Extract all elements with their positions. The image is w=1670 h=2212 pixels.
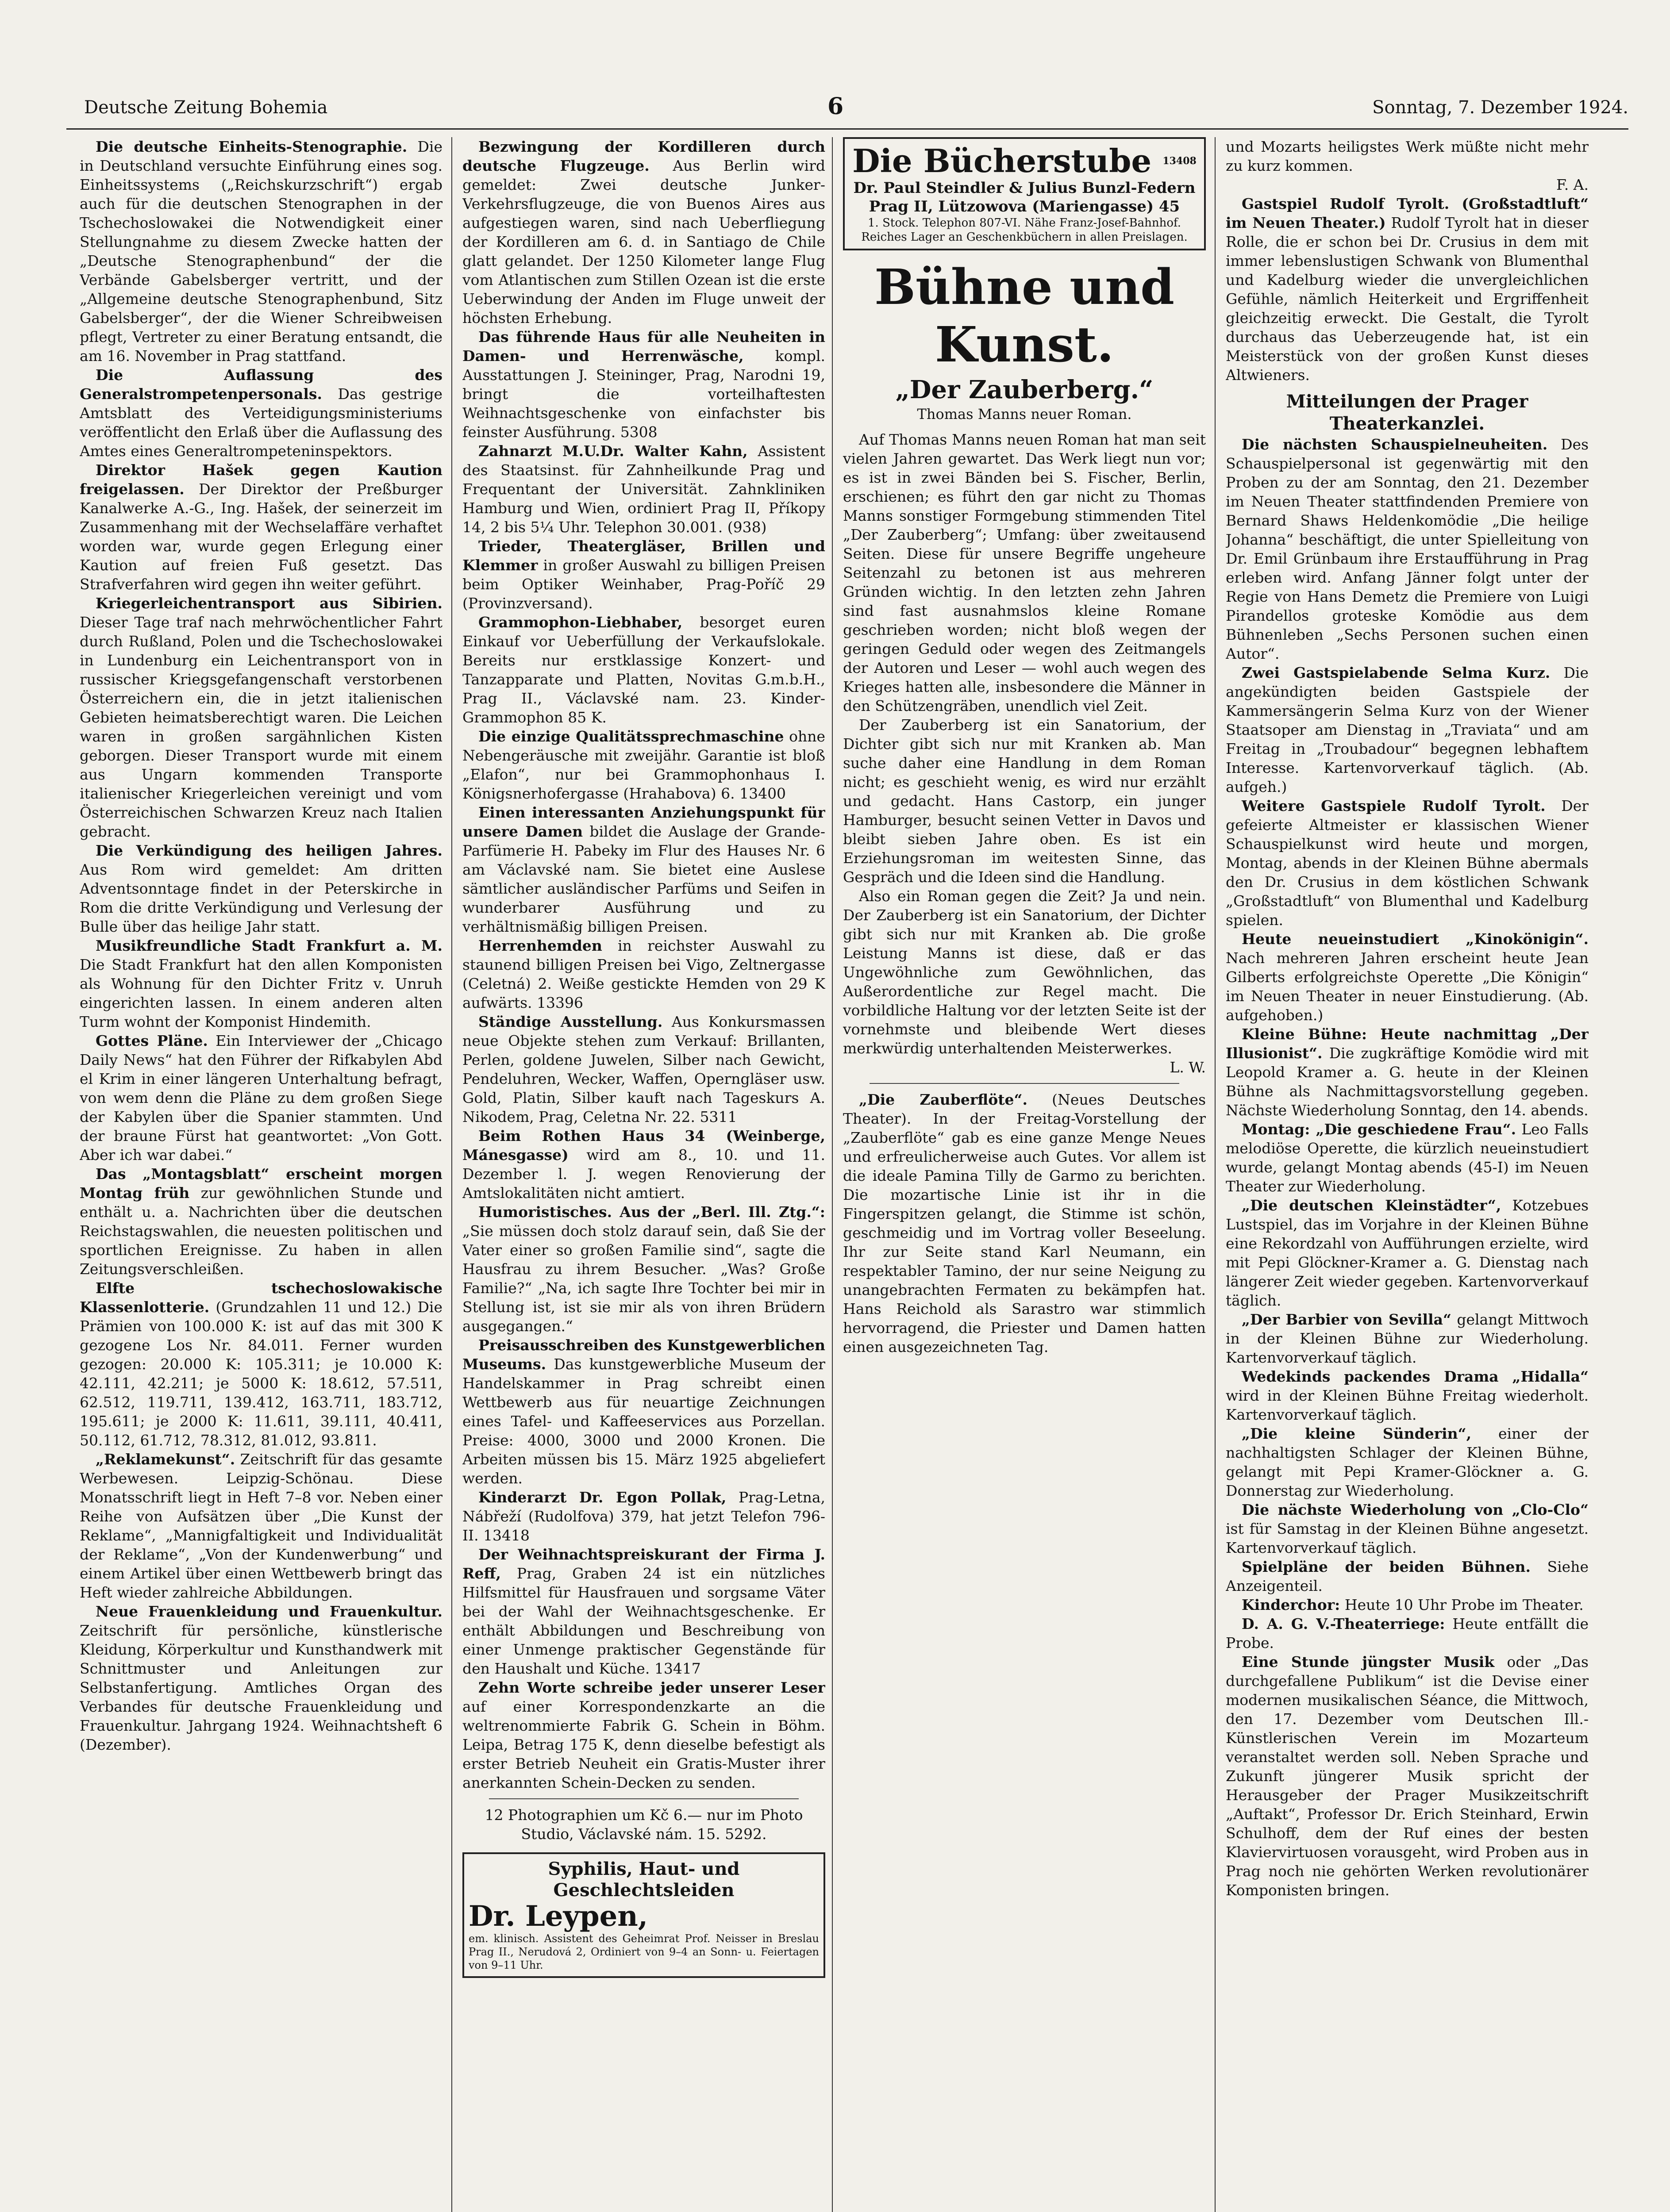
theater-notice: Spielpläne der beiden Bühnen. Siehe Anzeigenteil. — [1226, 1558, 1589, 1594]
news-item: „Reklamekunst“. Zeitschrift für das gesamte Werbewesen. Leipzig-Schönau. Diese Monatsschrift liegt in Heft 7–8 vor. Neben einer Reihe von Aufsätzen über „Die Kunst der Reklame“, „Mannigfaltigkeit und Individualität der Reklame“, „Von der Kundenwerbung“ und einem Artikel über einen Wettbewerb bringt das Heft wieder zahlreiche Abbildungen. — [80, 1451, 443, 1601]
notice-item: Herrenhemden in reichster Auswahl zu staunend billigen Preisen bei Vigo, Zeltnergasse (Celetná) 2. Weiße gestickte Hemden von 29 K aufwärts. 13396 — [462, 937, 825, 1011]
notice-item: Ständige Ausstellung. Aus Konkursmassen neue Objekte stehen zum Verkauf: Brillanten, Perlen, goldene Juwelen, Silber nach Gewicht, Pendeluhren, Wecker, Waffen, Operngläser usw. Gold, Platin, Silber kauft nach Tageskurs A. Nikodem, Prag, Celetna Nr. 22. 5311 — [462, 1013, 825, 1125]
page-header — [66, 93, 1628, 124]
doctor-ad-topline: Syphilis, Haut- und Geschlechtsleiden — [548, 1859, 740, 1901]
notice-item: Die einzige Qualitätssprechmaschine ohne Nebengeräusche mit zweijähr. Garantie ist bloß „Elafon“, nur bei Grammophonhaus I. Königsnerhofergasse (Hrahabova) 6. 13400 — [462, 728, 825, 802]
theater-notice: „Die kleine Sünderin“, einer der nachhaltigsten Schlager der Kleinen Bühne, gelangt mit Pepi Kramer-Glöckner a. G. Donnerstag zur Wiederholung. — [1226, 1425, 1589, 1499]
news-item: Die Verkündigung des heiligen Jahres. Aus Rom wird gemeldet: Am dritten Adventsonntage findet in der Peterskirche in Rom die dritte Verkündigung und Verlesung der Bulle über das heilige Jahr statt. — [80, 842, 443, 935]
news-item: Kriegerleichentransport aus Sibirien. Dieser Tage traf nach mehrwöchentlicher Fahrt durch Rußland, Polen und die Tschechoslowakei in Lundenburg ein Leichentransport von in russischer Kriegsgefangenschaft verstorbenen Österreichern ein, die in jetzt italienischen Gebieten heimatsberechtigt waren. Die Leichen waren in großen sargähnlichen Kisten geborgen. Dieser Transport wurde mit einem aus Ungarn kommenden Transporte italienischer Kriegerleichen vereinigt und vom Österreichischen Schwarzen Kreuz nach Italien gebracht. — [80, 595, 443, 840]
author-signature: L. W. — [1170, 1059, 1206, 1076]
theater-notice: Montag: „Die geschiedene Frau“. Leo Falls melodiöse Operette, die kürzlich neueinstudiert wurde, gelangt Montag abends (45-I) im Neuen Theater zur Wiederholung. — [1226, 1121, 1589, 1195]
issue-date: Sonntag, 7. Dezember 1924. — [1372, 97, 1628, 118]
notice-item: Preisausschreiben des Kunstgewerblichen Museums. Das kunstgewerbliche Museum der Handelskammer in Prag schreibt einen Wettbewerb aus für neuartige Zeichnungen eines Tafel- und Kaffeeservices aus Porzellan. Preise: 4000, 3000 und 2000 Kronen. Die Arbeiten müssen bis 15. März 1925 abgeliefert werden. — [462, 1336, 825, 1487]
column-1 — [80, 137, 443, 2212]
notice-item: Das führende Haus für alle Neuheiten in Damen- und Herrenwäsche, kompl. Ausstattungen J. Steininger, Prag, Narodni 19, bringt die vorteilhaftesten Weihnachtsgeschenke von einfachster bis feinster Ausführung. 5308 — [462, 328, 825, 441]
page-number: 6 — [827, 93, 844, 120]
theater-notice: Kinderchor: Heute 10 Uhr Probe im Theater. — [1242, 1596, 1584, 1613]
newspaper-page — [66, 93, 1628, 2212]
article-title: „Der Zauberberg.“ — [895, 375, 1154, 404]
column-divider — [451, 137, 452, 2212]
header-rule — [66, 128, 1628, 130]
doctor-ad — [462, 1852, 825, 1978]
notice-item: Kinderarzt Dr. Egon Pollak, Prag-Letna, Nábřeží (Rudolfova) 379, hat jetzt Telefon 796-II. 13418 — [462, 1489, 825, 1544]
notice-item: Humoristisches. Aus der „Berl. Ill. Ztg.“: „Sie müssen doch stolz darauf sein, daß Sie der Vater einer so großen Familie sind“, sagte die Hausfrau zu ihrem Besucher. „Was? Große Familie?“ „Na, ich sagte Ihre Tochter bei mir in Stellung ist, ist sie mir als von ihren Brüdern ausgegangen.“ — [462, 1203, 825, 1335]
review-continuation: und Mozarts heiligstes Werk müßte nicht mehr zu kurz kommen. — [1226, 138, 1589, 174]
theater-notice: „Der Barbier von Sevilla“ gelangt Mittwoch in der Kleinen Bühne zur Wiederholung. Kartenvorverkauf täglich. — [1226, 1311, 1589, 1366]
author-signature: F. A. — [1556, 176, 1589, 193]
notice-item: Trieder, Theatergläser, Brillen und Klemmer in großer Auswahl zu billigen Preisen beim Optiker Weinhaber, Prag-Poříč 29 (Provinzversand). — [462, 538, 825, 612]
news-item: Direktor Hašek gegen Kaution freigelassen. Der Direktor der Preßburger Kanalwerke A.-G., Ing. Hašek, der seinerzeit im Zusammenhang mit der Wechselaffäre verhaftet worden war, wurde gegen Erlegung einer Kaution auf freien Fuß gesetzt. Das Strafverfahren wird gegen ihn weiter geführt. — [80, 461, 443, 593]
theater-notice: Eine Stunde jüngster Musik oder „Das durchgefallene Publikum“ ist die Devise einer modernen musikalischen Séance, die Mittwoch, den 17. Dezember vom Deutschen Ill.-Künstlerischen Verein im Mozarteum veranstaltet werden soll. Neben Sprache und Zukunft jüngerer Musik spricht der Herausgeber der Prager Musikzeitschrift „Auftakt“, Professor Dr. Erich Steinhard, Erwin Schulhoff, dem der Ruf eines der besten Klaviervirtuosen vorausgeht, wird Proben aus in Prag noch nie gehörten Werken revolutionärer Komponisten bringen. — [1226, 1653, 1589, 1899]
notice-item: Grammophon-Liebhaber, besorget euren Einkauf vor Ueberfüllung der Verkaufslokale. Bereits nur erstklassige Konzert- und Tanzapparate und Platten, Novitas G.m.b.H., Prag II., Václavské nam. 23. Kinder-Grammophon 85 K. — [462, 614, 825, 726]
separator — [489, 1798, 799, 1799]
newspaper-name: Deutsche Zeitung Bohemia — [84, 97, 328, 118]
news-item: Bezwingung der Kordilleren durch deutsche Flugzeuge. Aus Berlin wird gemeldet: Zwei deutsche Junker-Verkehrsflugzeuge, die von Buenos Aires aus aufgestiegen waren, sind nach Ueberfliegung der Kordilleren am 6. d. in Santiago de Chile glatt gelandet. Der 1250 Kilometer lange Flug vom Atlantischen zum Stillen Ozean ist die erste Ueberwindung der Anden im Fluge unweit der höchsten Erhebung. — [462, 138, 825, 326]
review-paragraph: Also ein Roman gegen die Zeit? Ja und nein. Der Zauberberg ist ein Sanatorium, der Dichter gibt sich nur mit Kranken ab. Die große Leistung Manns ist diese, daß er das Ungewöhnliche zum Gewöhnlichen, das Außerordentliche zur Regel macht. Die vorbildliche Haltung vor der letzten Seite ist der vornehmste und bleibende Wert dieses merkwürdig unterhaltenden Meisterwerkes. — [843, 887, 1206, 1057]
theater-notice: Heute neueinstudiert „Kinokönigin“. Nach mehreren Jahren erscheint heute Jean Gilberts erfolgreichste Operette „Die Königin“ im Neuen Theater in neuer Einstudierung. (Ab. aufgehoben.) — [1226, 930, 1589, 1024]
bookstore-phone: 1. Stock. Telephon 807-VI. Nähe Franz-Josef-Bahnhof. — [868, 216, 1181, 230]
theater-notice: Kleine Bühne: Heute nachmittag „Der Illusionist“. Die zugkräftige Komödie wird mit Leopold Kramer a. G. heute in der Kleinen Bühne als Nachmittagsvorstellung gegeben. Nächste Wiederholung Sonntag, den 14. abends. — [1226, 1025, 1589, 1119]
notice-item: Einen interessanten Anziehungspunkt für unsere Damen bildet die Auslage der Grande-Parfümerie H. Pabeky im Flur des Hauses Nr. 6 am Václavské nam. Sie bietet eine Auslese sämtlicher ausländischer Parfüms und Seifen in wunderbarer Ausführung und zu verhältnismäßig billigen Preisen. — [462, 804, 825, 935]
lottery-list: Elfte tschechoslowakische Klassenlotterie. (Grundzahlen 11 und 12.) Die Prämien von 100.000 K: ist auf das mit 300 K gezogene Los Nr. 84.011. Ferner wurden gezogen: 20.000 K: 105.311; je 10.000 K: 42.111, 42.211; je 5000 K: 18.612, 57.511, 62.512, 119.711, 139.412, 163.711, 183.712, 195.611; je 2000 K: 11.611, 39.111, 40.411, 50.112, 61.712, 78.312, 81.012, 93.811. — [80, 1279, 443, 1449]
bookstore-owners: Dr. Paul Steindler & Julius Bunzl-Federn — [853, 179, 1196, 197]
bookstore-title: Die Bücherstube $^{13408}$ — [852, 142, 1197, 180]
theater-notice: „Die deutschen Kleinstädter“, Kotzebues Lustspiel, das im Vorjahre in der Kleinen Bühne eine Rekordzahl von Aufführungen erzielte, wird mit Pepi Glöckner-Kramer a. G. Dienstag nach längerer Zeit wieder gegeben. Kartenvorverkauf täglich. — [1226, 1197, 1589, 1309]
notice-item: Zahnarzt M.U.Dr. Walter Kahn, Assistent des Staatsinst. für Zahnheilkunde Prag und Frequentant der Universität. Zahnkliniken Hamburg und Wien, ordiniert Prag II, Příkopy 14, 2 bis 5¼ Uhr. Telephon 30.001. (938) — [462, 442, 825, 536]
bookstore-slogan: Reiches Lager an Geschenkbüchern in allen Preislagen. — [861, 230, 1188, 244]
notice-item: Der Weihnachtspreiskurant der Firma J. Reff, Prag, Graben 24 ist ein nützliches Hilfsmittel für Hausfrauen und sorgsame Väter bei der Wahl der Weihnachtsgeschenke. Er enthält Abbildungen und Beschreibung von einer Unmenge praktischer Gegenstände für den Haushalt und Küche. 13417 — [462, 1546, 825, 1677]
article-subtitle: Thomas Manns neuer Roman. — [917, 406, 1132, 422]
review-paragraph: „Die Zauberflöte“. (Neues Deutsches Theater). In der Freitag-Vorstellung der „Zauberflöte“ gab es eine ganze Menge Neues und erfreulicherweise auch Gutes. Vor allem ist die ideale Pamina Tilly de Garmo zu berichten. Die mozartische Linie ist ihr in die Fingerspitzen gelangt, die Stimme ist schön, geschmeidig und im Vortrag voller Beseelung. Ihr zur Seite stand Karl Neumann, ein respektabler Tamino, der nur seine Neigung zu unangebrachten Fermaten zu bekämpfen hat. Hans Reichold als Sarastro war stimmlich hervorragend, die Priester und Damen hatten einen ausgezeichneten Tag. — [843, 1091, 1206, 1356]
bookstore-address: Prag II, Lützowova (Mariengasse) 45 — [869, 198, 1180, 215]
photo-ad: 12 Photographien um Kč 6.— nur im Photo Studio, Václavské nám. 15. 5292. — [485, 1806, 803, 1843]
review-paragraph: Der Zauberberg ist ein Sanatorium, der Dichter gibt sich nur mit Kranken ab. Man suche daher eine Handlung in dem Roman nicht; es geschieht wenig, es wird nur erzählt und gedacht. Hans Castorp, ein junger Hamburger, besucht seinen Vetter in Davos und bleibt sieben Jahre oben. Es ist ein Erziehungsroman im weitesten Sinne, das Gespräch und die Ideen sind die Handlung. — [843, 716, 1206, 886]
notice-item: Beim Rothen Haus 34 (Weinberge, Mánesgasse) wird am 8., 10. und 11. Dezember l. J. wegen Renovierung der Amtslokalitäten nicht amtiert. — [462, 1127, 825, 1202]
news-item: Neue Frauenkleidung und Frauenkultur. Zeitschrift für persönliche, künstlerische Kleidung, Körperkultur und Kunsthandwerk mit Schnittmuster und Anleitungen zur Selbstanfertigung. Amtliches Organ des Verbandes für deutsche Frauenkleidung und Frauenkultur. Jahrgang 1924. Weihnachtsheft 6 (Dezember). — [80, 1603, 443, 1753]
column-divider — [832, 137, 833, 2212]
review-paragraph: Gastspiel Rudolf Tyrolt. (Großstadtluft“ im Neuen Theater.) Rudolf Tyrolt hat in dieser Rolle, die er schon bei Dr. Crusius in dem mit immer lebenslustigen Schwank von Blumenthal und Kadelburg wieder die unvergleichlichen Gefühle, nämlich Heiterkeit und Ergriffenheit gleichzeitig erweckt. Die Gestalt, die Tyrolt durchaus das Ueberzeugende hat, ist ein Meisterstück von der großen Kunst dieses Altwieners. — [1226, 195, 1589, 384]
doctor-ad-name: Dr. Leypen, — [469, 1900, 648, 1933]
theater-notice: Weitere Gastspiele Rudolf Tyrolt. Der gefeierte Altmeister er klassischen Wiener Schauspielkunst wird heute und morgen, Montag, abends in der Kleinen Bühne abermals den Dr. Crusius in dem köstlichen Schwank „Großstadtluft“ von Blumenthal und Kadelburg spielen. — [1226, 797, 1589, 929]
review-paragraph: Auf Thomas Manns neuen Roman hat man seit vielen Jahren gewartet. Das Werk liegt nun vor; es ist in zwei Bänden bei S. Fischer, Berlin, erschienen; es führt den gar nicht zu Thomas Manns sonstiger Formgebung stimmenden Titel „Der Zauberberg“; Umfang: über zweitausend Seiten. Diese für unsere Begriffe ungeheure Seitenzahl zu betonen ist aus mehreren Gründen wichtig. In den letzten zehn Jahren sind fast ausnahmslos kleine Romane geschrieben worden; nicht bloß wegen der geringen Geduld oder wegen des Zeitmangels der Autoren und Leser — wohl auch wegen des Krieges hatten alle, insbesondere die Männer in den Schützengräben, unendlich viel Zeit. — [843, 431, 1206, 714]
separator — [870, 1083, 1179, 1084]
section-title: Bühne und Kunst. — [874, 258, 1175, 373]
theater-notice: Die nächsten Schauspielneuheiten. Des Schauspielpersonal ist gegenwärtig mit den Proben zu der am Sonntag, den 21. Dezember im Neuen Theater stattfindenden Premiere von Bernard Shaws Heldenkomödie „Die heilige Johanna“ beschäftigt, die unter Spielleitung von Dr. Emil Grünbaum ihre Erstaufführung in Prag erleben wird. Anfang Jänner folgt unter der Regie von Hans Demetz die Premiere von Luigi Pirandellos groteske Komödie aus dem Bühnenleben „Sechs Personen suchen einen Autor“. — [1226, 436, 1589, 662]
theater-notice: Zwei Gastspielabende Selma Kurz. Die angekündigten beiden Gastspiele der Kammersängerin Selma Kurz von der Wiener Staatsoper am Dienstag in „Traviata“ und am Freitag in „Troubadour“ begegnen lebhaftem Interesse. Kartenvorverkauf täglich. (Ab. aufgeh.) — [1226, 664, 1589, 795]
column-2 — [462, 137, 825, 2212]
notice-item: Zehn Worte schreibe jeder unserer Leser auf einer Korrespondenzkarte an die weltrenommierte Fabrik G. Schein in Böhm. Leipa, Betrag 175 K, denn dieselbe befestigt als erster Betrieb Neuheit ein Gratis-Muster ihrer anerkannten Schein-Decken zu senden. — [462, 1679, 825, 1791]
theater-notice: Die nächste Wiederholung von „Clo-Clo“ ist für Samstag in der Kleinen Bühne angesetzt. Kartenvorverkauf täglich. — [1226, 1501, 1589, 1556]
theater-notice: D. A. G. V.-Theaterriege: Heute entfällt die Probe. — [1226, 1615, 1589, 1651]
section-heading: Mitteilungen der Prager Theaterkanzlei. — [1286, 391, 1528, 434]
news-item: Gottes Pläne. Ein Interviewer der „Chicago Daily News“ hat den Führer der Rifkabylen Abd el Krim in einer längeren Unterhaltung befragt, von wem denn die Pläne zu dem großen Siege der Kabylen über die Spanier stammten. Und der braune Fürst hat geantwortet: „Von Gott. Aber ich war dabei.“ — [80, 1032, 443, 1164]
doctor-ad-details: em. klinisch. Assistent des Geheimrat Prof. Neisser in Breslau Prag II., Nerudová 2, Ordiniert von 9–4 an Sonn- u. Feiertagen von 9–11 Uhr. — [469, 1932, 819, 1971]
news-item: Die Auflassung des Generalstrompetenpersonals. Das gestrige Amtsblatt des Verteidigungsministeriums veröffentlicht den Erlaß über die Auflassung des Amtes eines Generaltrompeteninspektors. — [80, 366, 443, 460]
theater-notice: Wedekinds packendes Drama „Hidalla“ wird in der Kleinen Bühne Freitag wiederholt. Kartenvorverkauf täglich. — [1226, 1368, 1589, 1423]
news-item: Musikfreundliche Stadt Frankfurt a. M. Die Stadt Frankfurt hat den allen Komponisten als Wohnung für den Dichter Fritz v. Unruh eingerichten lassen. In einem anderen alten Turm wohnt der Komponist Hindemith. — [80, 937, 443, 1030]
column-3 — [843, 137, 1206, 2212]
bookstore-ad — [843, 137, 1206, 250]
news-item: Das „Montagsblatt“ erscheint morgen Montag früh zur gewöhnlichen Stunde und enthält u. a. Nachrichten über die deutschen Reichstagswahlen, die neuesten politischen und sportlichen Ereignisse. Zu haben in allen Zeitungsverschleißen. — [80, 1165, 443, 1278]
news-item: Die deutsche Einheits-Stenographie. Die in Deutschland versuchte Einführung eines sog. Einheitssystems („Reichskurzschrift“) ergab auch für die deutschen Stenographen in der Tschechoslowakei die Notwendigkeit einer Stellungnahme zu diesem Zwecke hatten der „Deutsche Stenographenbund“ der die Verbände Gabelsberger vertritt, und der „Allgemeine deutsche Stenographenbund, Sitz Gabelsberger“, der die Wiener Schreibweisen pflegt, Vertreter zu einer Beratung entsandt, die am 16. November in Prag stattfand. — [80, 138, 443, 365]
column-divider — [1215, 137, 1216, 2212]
column-4 — [1226, 137, 1589, 2212]
